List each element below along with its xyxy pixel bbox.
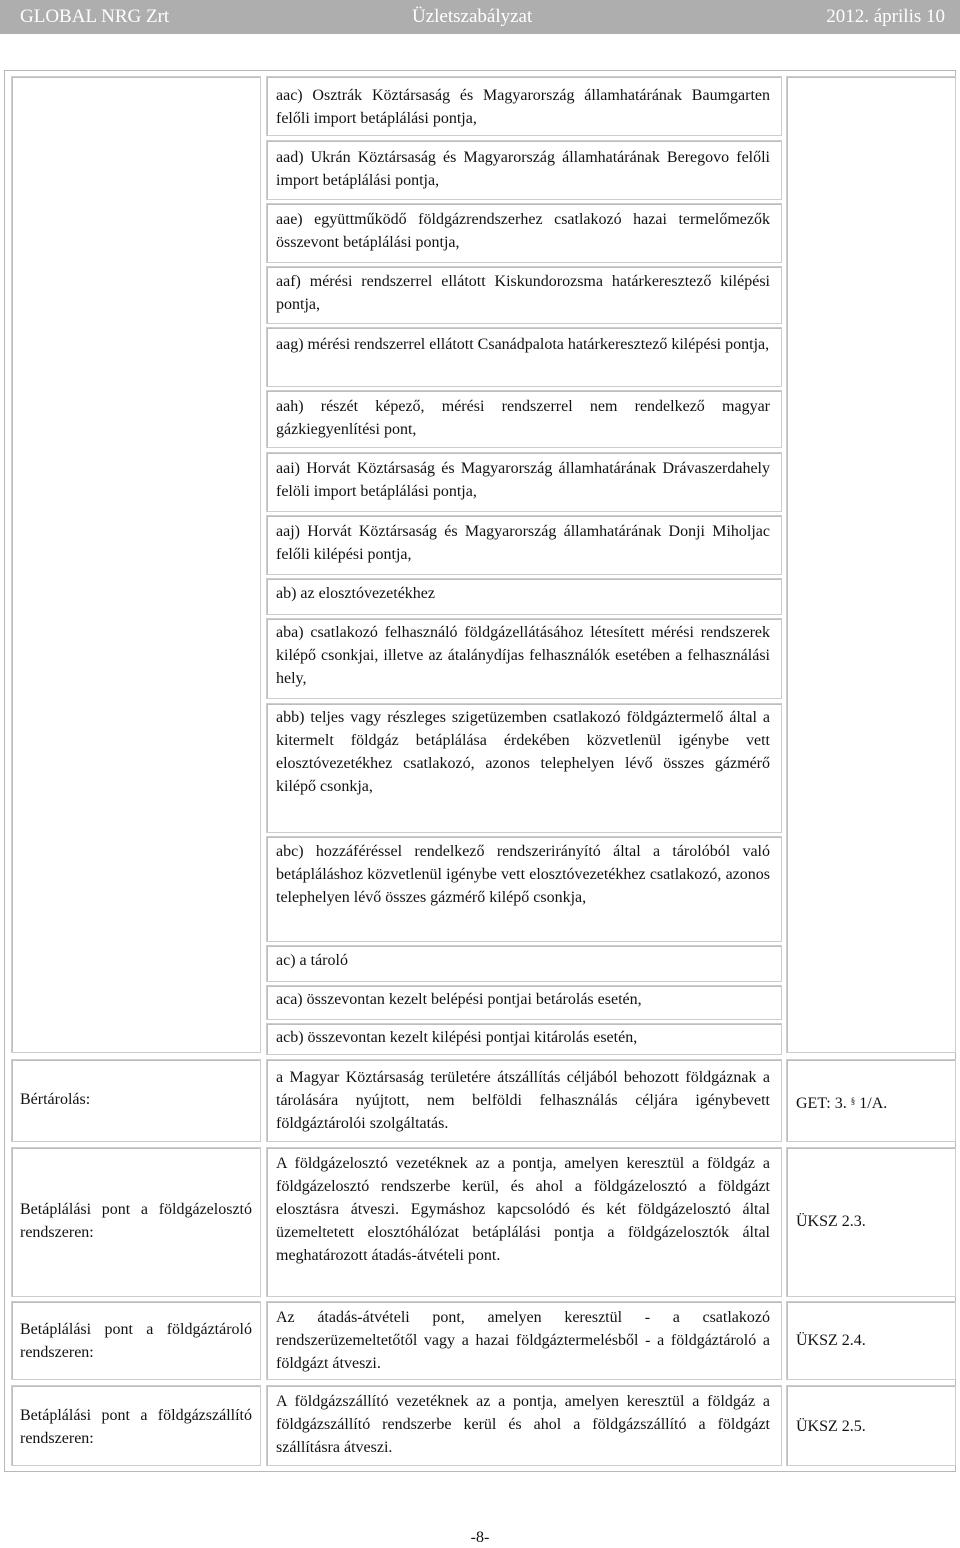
list-item-aaf: aaf) mérési rendszerrel ellátott Kiskundorozsma határkeresztező kilépési pontja, (276, 273, 770, 313)
list-item-aca: aca) összevontan kezelt belépési pontjai betárolás esetén, (276, 991, 642, 1008)
reference-ukszt-2-5: ÜKSZ 2.5. (796, 1418, 866, 1435)
header-date: 2012. április 10 (826, 6, 945, 27)
list-item-aah: aah) részét képező, mérési rendszerrel nem rendelkező magyar gázkiegyenlítési pont, (276, 398, 770, 438)
header-company: GLOBAL NRG Zrt (20, 6, 170, 27)
list-item-aac: aac) Osztrák Köztársaság és Magyarország államhatárának Baumgarten felőli import betáplálási pontja, (276, 87, 770, 127)
reference-paragraph: 1/A. (859, 1095, 888, 1112)
list-item-abc: abc) hozzáféréssel rendelkező rendszerirányító által a tárolóból való betápláláshoz közvetlenül igénybe vett elosztóvezetékhez csatlakozó, azonos telephelyen lévő összes gázmérő kilépő csonkja, (276, 843, 770, 906)
definition-bertarolas: a Magyar Köztársaság területére átszállítás céljából behozott földgáznak a tárolására nyújtott, nem belföldi felhasználás céljára igénybevett földgáztárolói szolgáltatás. (276, 1069, 770, 1132)
reference-bertarolas (796, 1090, 887, 1115)
section-sign: § (850, 1096, 856, 1106)
page-number: -8- (470, 1529, 490, 1546)
list-item-abb: abb) teljes vagy részleges szigetüzemben csatlakozó földgáztermelő által a kitermelt földgáz betáplálása érdekében közvetlenül igénybe vett elosztóvezetékhez csatlakozó, azonos telephelyen lévő összes gázmérő kilépő csonkja, (276, 709, 770, 795)
term-betaplalasi-pont-elosztó: Betáplálási pont a földgázelosztó rendszeren: (20, 1201, 252, 1241)
list-item-aad: aad) Ukrán Köztársaság és Magyarország államhatárának Beregovo felőli import betáplálási pontja, (276, 149, 770, 189)
definition-betaplalasi-pont-szallito: A földgázszállító vezetéknek az a pontja, amelyen keresztül a földgáz a földgázszállító rendszerbe kerül és ahol a földgázszállító a földgázt szállításra átveszi. (276, 1393, 770, 1456)
reference-ukszt-2-4: ÜKSZ 2.4. (796, 1332, 866, 1349)
list-item-acb: acb) összevontan kezelt kilépési pontjai kitárolás esetén, (276, 1029, 638, 1046)
list-item-aaj: aaj) Horvát Köztársaság és Magyarország államhatárának Donji Miholjac felőli kilépési pontja, (276, 523, 770, 563)
list-item-aae: aae) együttműködő földgázrendszerhez csatlakozó hazai termelőmezők összevont betáplálási pontja, (276, 211, 770, 251)
list-item-aai: aai) Horvát Köztársaság és Magyarország államhatárának Drávaszerdahely felöli import betáplálási pontja, (276, 460, 770, 500)
header-document-title: Üzletszabályzat (412, 6, 533, 27)
list-item-ac: ac) a tároló (276, 952, 348, 969)
list-item-aba: aba) csatlakozó felhasználó földgázellátásához létesített mérési rendszerek kilépő csonkjai, illetve az átalánydíjas felhasználók esetében a felhasználási hely, (276, 624, 770, 687)
definition-betaplalasi-pont-tarolo: Az átadás-átvételi pont, amelyen keresztül - a csatlakozó rendszerüzemeltetőtől vagy a hazai földgáztermelésből - a földgáztároló a földgázt átveszi. (276, 1309, 770, 1372)
term-betaplalasi-pont-tarolo: Betáplálási pont a földgáztároló rendszeren: (20, 1321, 252, 1361)
list-item-aag: aag) mérési rendszerrel ellátott Csanádpalota határkeresztező kilépési pontja, (276, 336, 770, 353)
reference-law: GET: 3. (796, 1095, 847, 1112)
definition-betaplalasi-pont-elosztó: A földgázelosztó vezetéknek az a pontja, amelyen keresztül a földgáz a földgázelosztó rendszerbe kerül, és ahol a földgázelosztó a földgázt elosztásra átveszi. Egymáshoz kapcsolódó és két földgázelosztó által üzemeltetett elosztóhálózat betáplálási pontja a földgázelosztók által meghatározott átadás-átvételi pont. (276, 1155, 770, 1264)
page-header (0, 0, 960, 34)
term-bertarolas: Bértárolás: (20, 1091, 91, 1108)
term-betaplalasi-pont-szallito: Betáplálási pont a földgázszállító rendszeren: (20, 1407, 252, 1447)
reference-cell-empty (786, 76, 956, 1053)
reference-ukszt-2-3: ÜKSZ 2.3. (796, 1213, 866, 1230)
list-item-ab: ab) az elosztóvezetékhez (276, 585, 436, 602)
term-cell-empty (11, 76, 261, 1053)
